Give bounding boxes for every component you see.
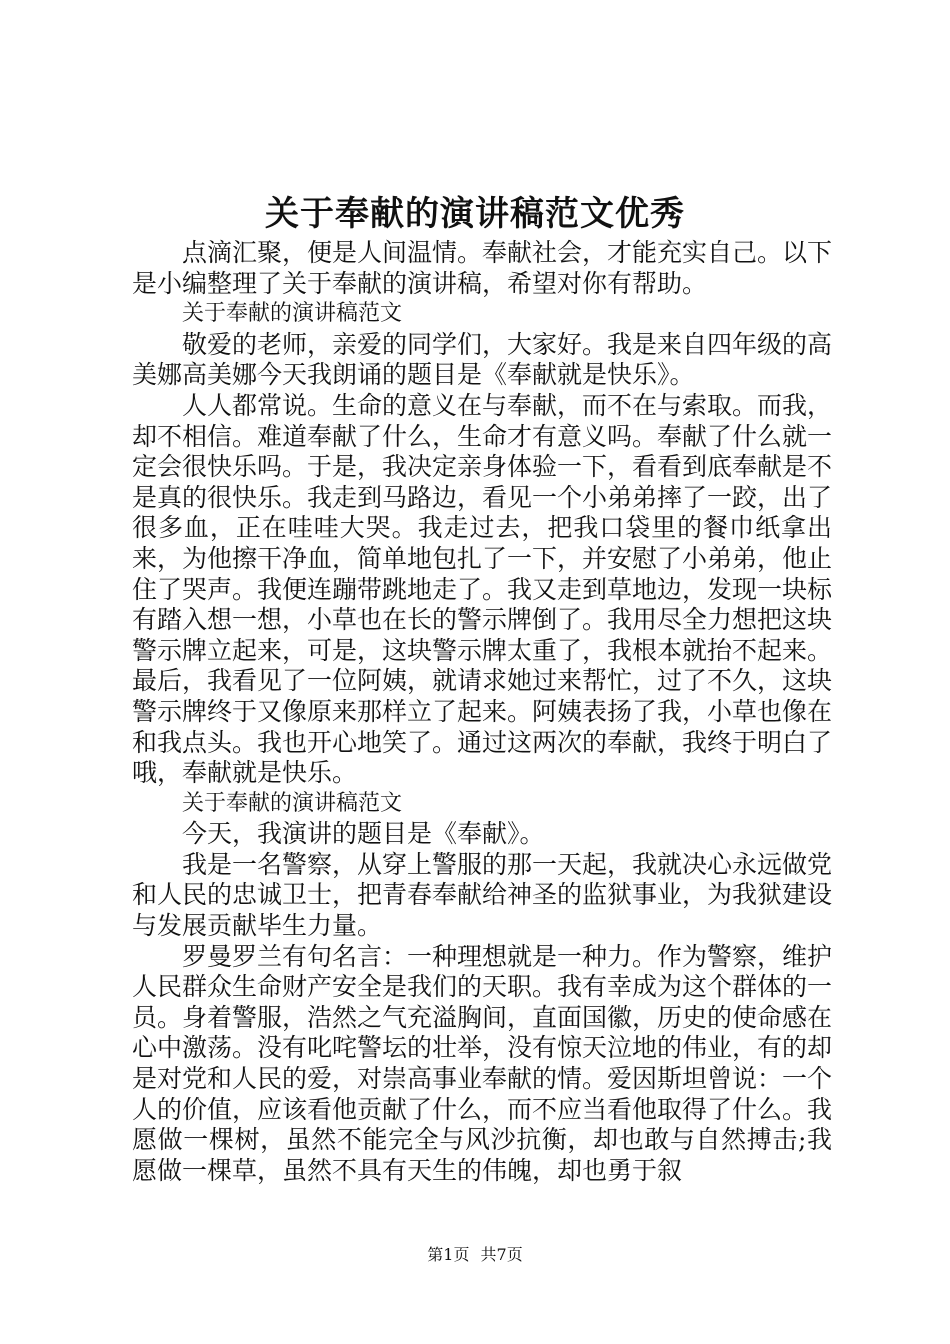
intro-paragraph: 点滴汇聚，便是人间温情。奉献社会，才能充实自己。以下是小编整理了关于奉献的演讲稿，希望对你有帮助。: [132, 238, 833, 298]
body-paragraph: 我是一名警察，从穿上警服的那一天起，我就决心永远做党和人民的忠诚卫士，把青春奉献给神圣的监狱事业，为我狱建设与发展贡献毕生力量。: [132, 849, 833, 941]
page-footer: [0, 1242, 950, 1265]
section-heading: 关于奉献的演讲稿范文: [182, 301, 403, 327]
page-number: 第1页: [427, 1245, 470, 1264]
body-paragraph: 人人都常说。生命的意义在与奉献，而不在与索取。而我，却不相信。难道奉献了什么，生命才有意义吗。奉献了什么就一定会很快乐吗。于是，我决定亲身体验一下，看看到底奉献是不是真的很快乐。我走到马路边，看见一个小弟弟摔了一跤，出了很多血，正在哇哇大哭。我走过去，把我口袋里的餐巾纸拿出来，为他擦干净血，简单地包扎了一下，并安慰了小弟弟，他止住了哭声。我便连蹦带跳地走了。我又走到草地边，发现一块标有踏入想一想，小草也在长的警示牌倒了。我用尽全力想把这块警示牌立起来，可是，这块警示牌太重了，我根本就抬不起来。最后，我看见了一位阿姨，就请求她过来帮忙，过了不久，这块警示牌终于又像原来那样立了起来。阿姨表扬了我，小草也像在和我点头。我也开心地笑了。通过这两次的奉献，我终于明白了哦，奉献就是快乐。: [132, 390, 833, 788]
section-heading: 关于奉献的演讲稿范文: [182, 790, 403, 816]
document-body: [132, 238, 832, 1186]
page-total: 共7页: [480, 1245, 523, 1264]
body-paragraph: 罗曼罗兰有句名言：一种理想就是一种力。作为警察，维护人民群众生命财产安全是我们的天职。我有幸成为这个群体的一员。身着警服，浩然之气充溢胸间，直面国徽，历史的使命感在心中激荡。没有叱咤警坛的壮举，没有惊天泣地的伟业，有的却是对党和人民的爱，对崇高事业奉献的情。爱因斯坦曾说：一个人的价值，应该看他贡献了什么，而不应当看他取得了什么。我愿做一棵树，虽然不能完全与风沙抗衡，却也敢与自然搏击;我愿做一棵草，虽然不具有天生的伟魄，却也勇于叙: [132, 941, 833, 1185]
body-paragraph: 敬爱的老师，亲爱的同学们，大家好。我是来自四年级的高美娜高美娜今天我朗诵的题目是《奉献就是快乐》。: [132, 329, 833, 390]
document-title: 关于奉献的演讲稿范文优秀: [265, 194, 685, 234]
body-paragraph: 今天，我演讲的题目是《奉献》。: [182, 819, 545, 849]
